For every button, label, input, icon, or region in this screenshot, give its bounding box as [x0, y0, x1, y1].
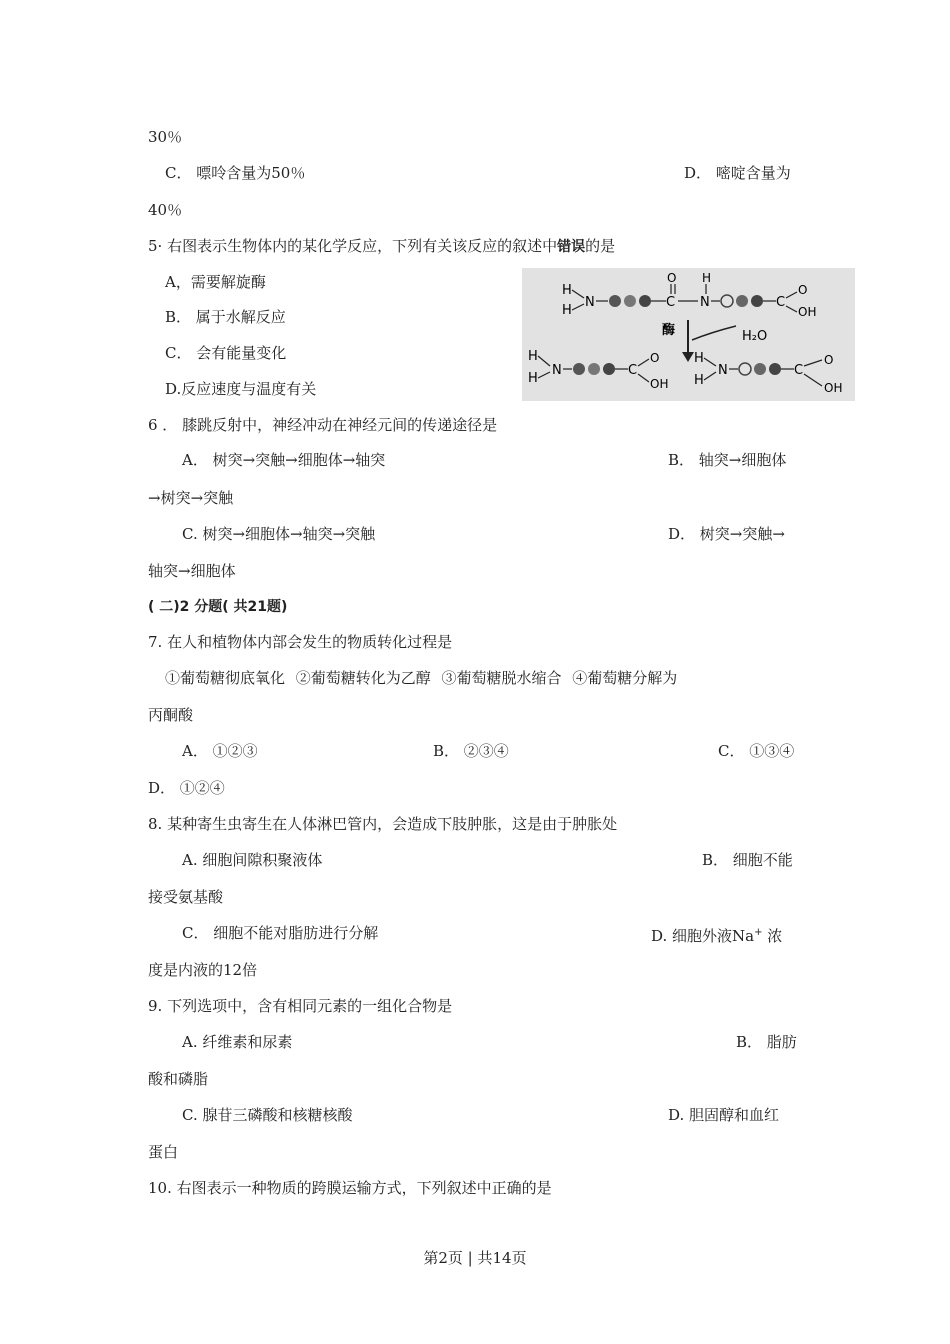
- q9-option-b: B． 脂肪: [736, 1033, 797, 1051]
- q7-items: ①葡萄糖彻底氧化 ②葡萄糖转化为乙醇 ③葡萄糖脱水缩合 ④葡萄糖分解为: [165, 669, 678, 687]
- h-label: H: [562, 283, 572, 298]
- atom-circle: [609, 295, 621, 307]
- o-label: O: [824, 353, 834, 367]
- atom-circle: [751, 295, 763, 307]
- q7-option-c: C． ①③④: [718, 742, 795, 760]
- q4-option-d: D． 嘧啶含量为: [684, 164, 791, 182]
- n-label: N: [585, 295, 595, 310]
- h-label: H: [528, 371, 538, 386]
- page-footer: 第2页 | 共14页: [423, 1249, 527, 1267]
- atom-circle: [624, 295, 636, 307]
- q9-option-c: C. 腺苷三磷酸和核糖核酸: [182, 1106, 353, 1124]
- oh-label: OH: [798, 305, 817, 319]
- h-label: H: [694, 351, 704, 366]
- h-label: H: [528, 349, 538, 364]
- q5-stem: 5· 右图表示生物体内的某化学反应，下列有关该反应的叙述中错误的是: [148, 237, 616, 255]
- q7-option-d: D． ①②④: [148, 779, 225, 797]
- h-label: H: [562, 303, 572, 318]
- q8-option-b-continuation: 接受氨基酸: [148, 888, 224, 906]
- q8-option-b: B． 细胞不能: [702, 851, 793, 869]
- h-label: H: [702, 271, 712, 285]
- o-label: O: [667, 271, 677, 285]
- q7-items-continuation: 丙酮酸: [148, 706, 194, 724]
- c-label: C: [628, 363, 638, 378]
- q10-stem: 10. 右图表示一种物质的跨膜运输方式，下列叙述中正确的是: [148, 1179, 552, 1197]
- q4-option-b-continuation: 30％: [148, 128, 183, 146]
- q7-option-a: A． ①②③: [182, 742, 258, 760]
- q6-option-a: A． 树突→突触→细胞体→轴突: [182, 451, 386, 469]
- q8-stem: 8. 某种寄生虫寄生在人体淋巴管内，会造成下肢肿胀，这是由于肿胀处: [148, 815, 618, 833]
- q6-option-c: C. 树突→细胞体→轴突→突触: [182, 525, 376, 543]
- q9-option-b-continuation: 酸和磷脂: [148, 1070, 209, 1088]
- q4-option-c: C． 嘌呤含量为50％: [165, 164, 306, 182]
- q5-option-d: D.反应速度与温度有关: [165, 380, 317, 398]
- q9-option-d: D. 胆固醇和血红: [668, 1106, 780, 1124]
- atom-circle: [603, 363, 615, 375]
- atom-circle: [739, 363, 751, 375]
- atom-circle: [639, 295, 651, 307]
- q7-stem: 7. 在人和植物体内部会发生的物质转化过程是: [148, 633, 453, 651]
- atom-circle: [721, 295, 733, 307]
- c-label: C: [794, 363, 804, 378]
- q5-stem-emphasis: 错误: [557, 239, 586, 255]
- atom-circle: [754, 363, 766, 375]
- water-label: H₂O: [742, 329, 768, 344]
- o-label: O: [798, 283, 808, 297]
- q6-option-d-continuation: 轴突→细胞体: [148, 562, 236, 580]
- q4-option-d-continuation: 40％: [148, 201, 183, 219]
- q8-option-a: A. 细胞间隙积聚液体: [182, 851, 323, 869]
- peptide-hydrolysis-figure: [522, 268, 855, 401]
- reaction-diagram: [522, 268, 855, 401]
- q5-option-c: C． 会有能量变化: [165, 344, 287, 362]
- c-label: C: [776, 295, 786, 310]
- atom-circle: [736, 295, 748, 307]
- q8-option-d-continuation: 度是内液的12倍: [148, 961, 258, 979]
- atom-circle: [769, 363, 781, 375]
- c-label: C: [666, 295, 676, 310]
- n-label: N: [700, 295, 710, 310]
- section-heading: ( 二)2 分题( 共21题): [148, 599, 288, 615]
- q8-option-c: C． 细胞不能对脂肪进行分解: [182, 924, 379, 942]
- reaction-arrow: [682, 352, 694, 362]
- oh-label: OH: [824, 381, 843, 395]
- q6-option-b: B． 轴突→细胞体: [668, 451, 787, 469]
- q9-option-a: A. 纤维素和尿素: [182, 1033, 293, 1051]
- q6-option-d: D． 树突→突触→: [668, 525, 785, 543]
- atom-circle: [588, 363, 600, 375]
- n-label: N: [718, 363, 728, 378]
- n-label: N: [552, 363, 562, 378]
- q5-option-b: B． 属于水解反应: [165, 308, 286, 326]
- q9-stem: 9. 下列选项中，含有相同元素的一组化合物是: [148, 997, 453, 1015]
- oh-label: OH: [650, 377, 669, 391]
- o-label: O: [650, 351, 660, 365]
- q8-option-d: D. 细胞外液Na+ 浓: [651, 927, 783, 945]
- q6-stem: 6 ． 膝跳反射中，神经冲动在神经元间的传递途径是: [148, 416, 498, 434]
- q7-option-b: B． ②③④: [433, 742, 509, 760]
- q9-option-d-continuation: 蛋白: [148, 1143, 179, 1161]
- enzyme-label: 酶: [662, 323, 676, 338]
- q6-option-b-continuation: →树突→突触: [148, 489, 234, 507]
- h-label: H: [694, 373, 704, 388]
- atom-circle: [573, 363, 585, 375]
- q5-option-a: A，需要解旋酶: [165, 273, 266, 291]
